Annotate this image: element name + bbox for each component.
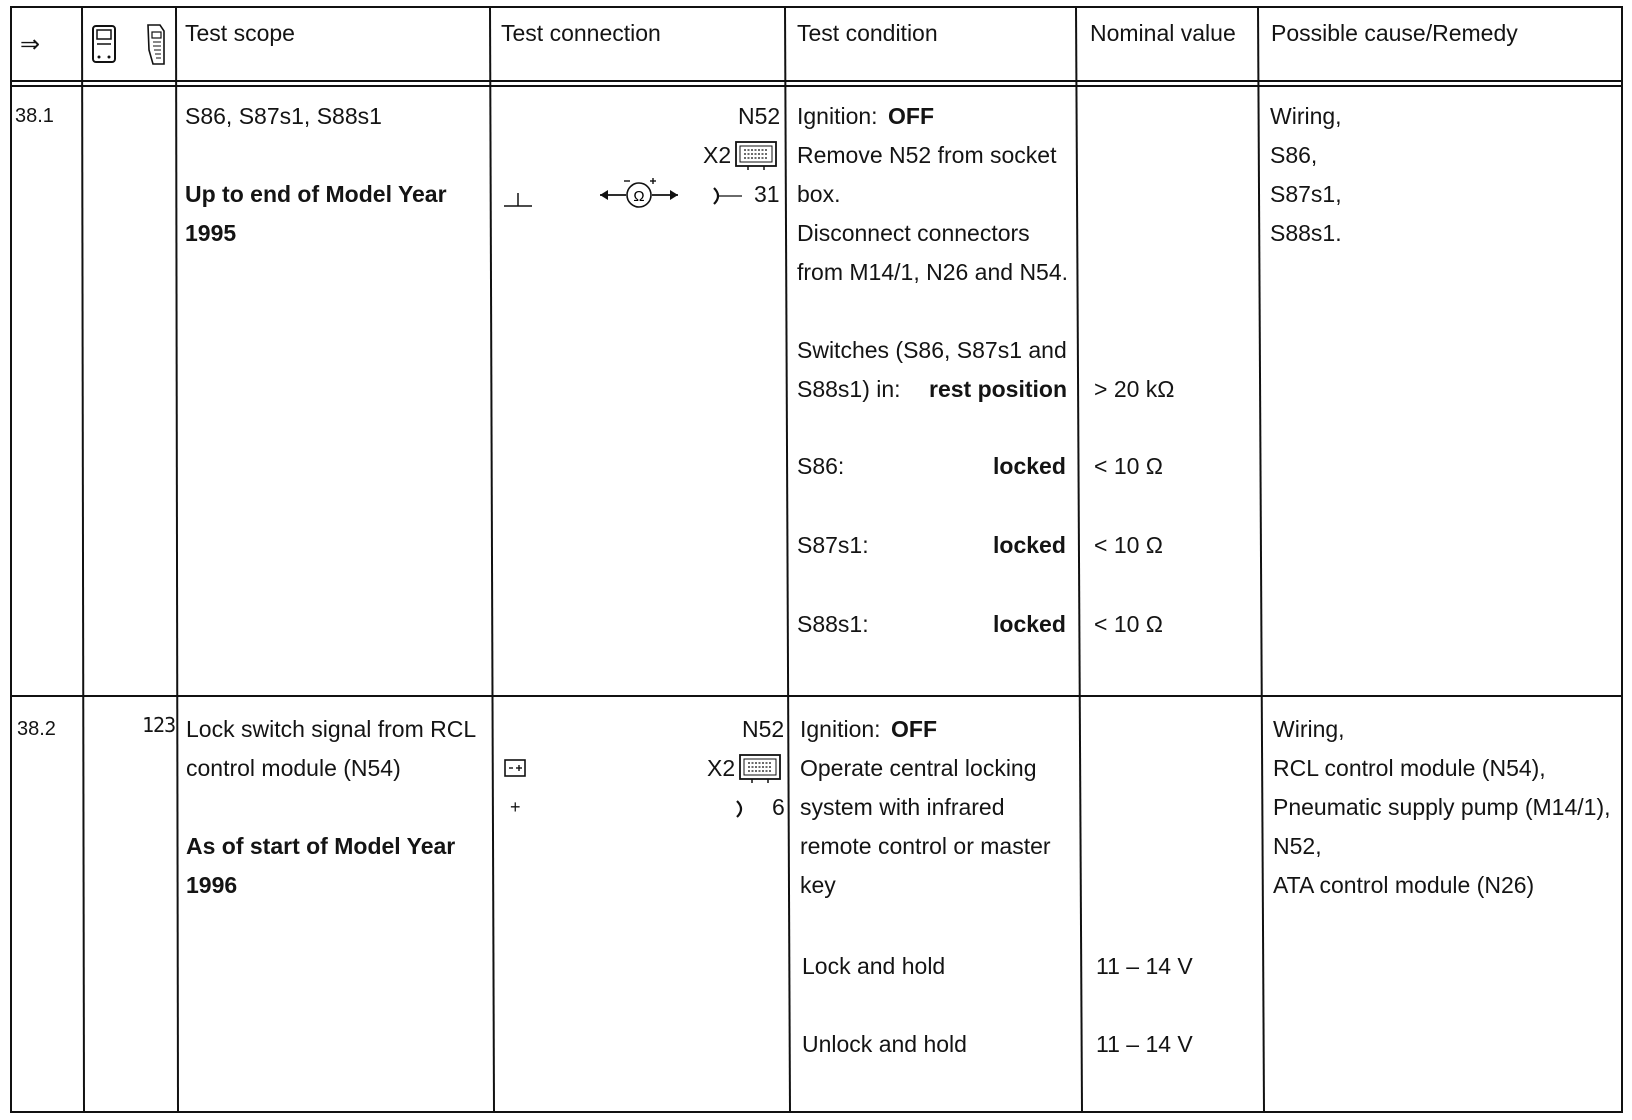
cause-item: S88s1. xyxy=(1270,220,1342,246)
nominal-value: 11 – 14 V xyxy=(1096,1031,1193,1057)
cause-item: RCL control module (N54), xyxy=(1273,755,1546,781)
module-label: N52 xyxy=(738,103,781,129)
hand-tester-icon xyxy=(143,22,169,68)
pin-icon xyxy=(734,798,750,820)
condition-text: Unlock and hold xyxy=(802,1031,967,1057)
header-nominal-value: Nominal value xyxy=(1090,20,1236,46)
test-scope: S86, S87s1, S88s1 xyxy=(185,103,382,129)
test-scope: Lock switch signal from RCL xyxy=(186,716,477,742)
nominal-value: < 10 Ω xyxy=(1094,532,1163,558)
pin-number: 31 xyxy=(754,181,780,207)
pin-number: 6 xyxy=(772,794,785,820)
plus-sign: + xyxy=(510,797,521,817)
cause-item: Wiring, xyxy=(1270,103,1342,129)
condition-text: remote control or master xyxy=(800,833,1051,859)
model-year-note: As of start of Model Year xyxy=(186,833,456,859)
connector-label: X2 xyxy=(703,142,732,168)
display-icon: 123 xyxy=(142,713,176,737)
condition-text: from M14/1, N26 and N54. xyxy=(797,259,1069,285)
module-label: N52 xyxy=(742,716,785,742)
model-year-note: Up to end of Model Year xyxy=(185,181,447,207)
cause-item: Wiring, xyxy=(1273,716,1345,742)
locked-label: locked xyxy=(993,611,1066,637)
connector-icon xyxy=(738,753,782,785)
ignition-value: OFF xyxy=(888,103,934,129)
switch-label: S86: xyxy=(797,453,845,479)
header-test-scope: Test scope xyxy=(185,20,295,46)
locked-label: locked xyxy=(993,453,1066,479)
cause-item: S86, xyxy=(1270,142,1318,168)
condition-text: key xyxy=(800,872,836,898)
model-year: 1995 xyxy=(185,220,237,246)
ground-icon xyxy=(500,190,536,210)
model-year: 1996 xyxy=(186,872,238,898)
condition-text: Lock and hold xyxy=(802,953,946,979)
condition-text: system with infrared xyxy=(800,794,1005,820)
header-test-connection: Test connection xyxy=(501,20,661,46)
ignition-value: OFF xyxy=(891,716,937,742)
condition-text: Disconnect connectors xyxy=(797,220,1030,246)
nominal-value: 11 – 14 V xyxy=(1096,953,1193,979)
connector-label: X2 xyxy=(707,755,736,781)
ohmmeter-icon xyxy=(598,175,680,215)
rest-position-label: rest position xyxy=(929,376,1068,402)
connector-icon xyxy=(734,140,778,172)
pin-icon xyxy=(712,185,748,207)
test-scope: control module (N54) xyxy=(186,755,401,781)
condition-text: box. xyxy=(797,181,841,207)
header-possible-cause: Possible cause/Remedy xyxy=(1271,20,1518,46)
condition-text: Operate central locking xyxy=(800,755,1037,781)
condition-text: Switches (S86, S87s1 and xyxy=(797,337,1067,363)
svg-text:Ω: Ω xyxy=(633,188,645,205)
ignition-label: Ignition: xyxy=(797,103,878,129)
arrow-icon: ⇒ xyxy=(20,31,41,58)
step-number: 38.2 xyxy=(17,718,56,740)
switch-label: S87s1: xyxy=(797,532,869,558)
nominal-value: > 20 kΩ xyxy=(1094,376,1175,402)
step-number: 38.1 xyxy=(15,105,54,127)
header-test-condition: Test condition xyxy=(797,20,938,46)
condition-text: Remove N52 from socket xyxy=(797,142,1057,168)
cause-item: N52, xyxy=(1273,833,1322,859)
battery-icon xyxy=(503,757,527,779)
ignition-label: Ignition: xyxy=(800,716,881,742)
condition-text: S88s1) in: xyxy=(797,376,901,402)
switch-label: S88s1: xyxy=(797,611,869,637)
locked-label: locked xyxy=(993,532,1066,558)
cause-item: ATA control module (N26) xyxy=(1273,872,1535,898)
multimeter-icon xyxy=(91,24,117,64)
nominal-value: < 10 Ω xyxy=(1094,611,1163,637)
cause-item: Pneumatic supply pump (M14/1), xyxy=(1273,794,1611,820)
cause-item: S87s1, xyxy=(1270,181,1342,207)
nominal-value: < 10 Ω xyxy=(1094,453,1163,479)
